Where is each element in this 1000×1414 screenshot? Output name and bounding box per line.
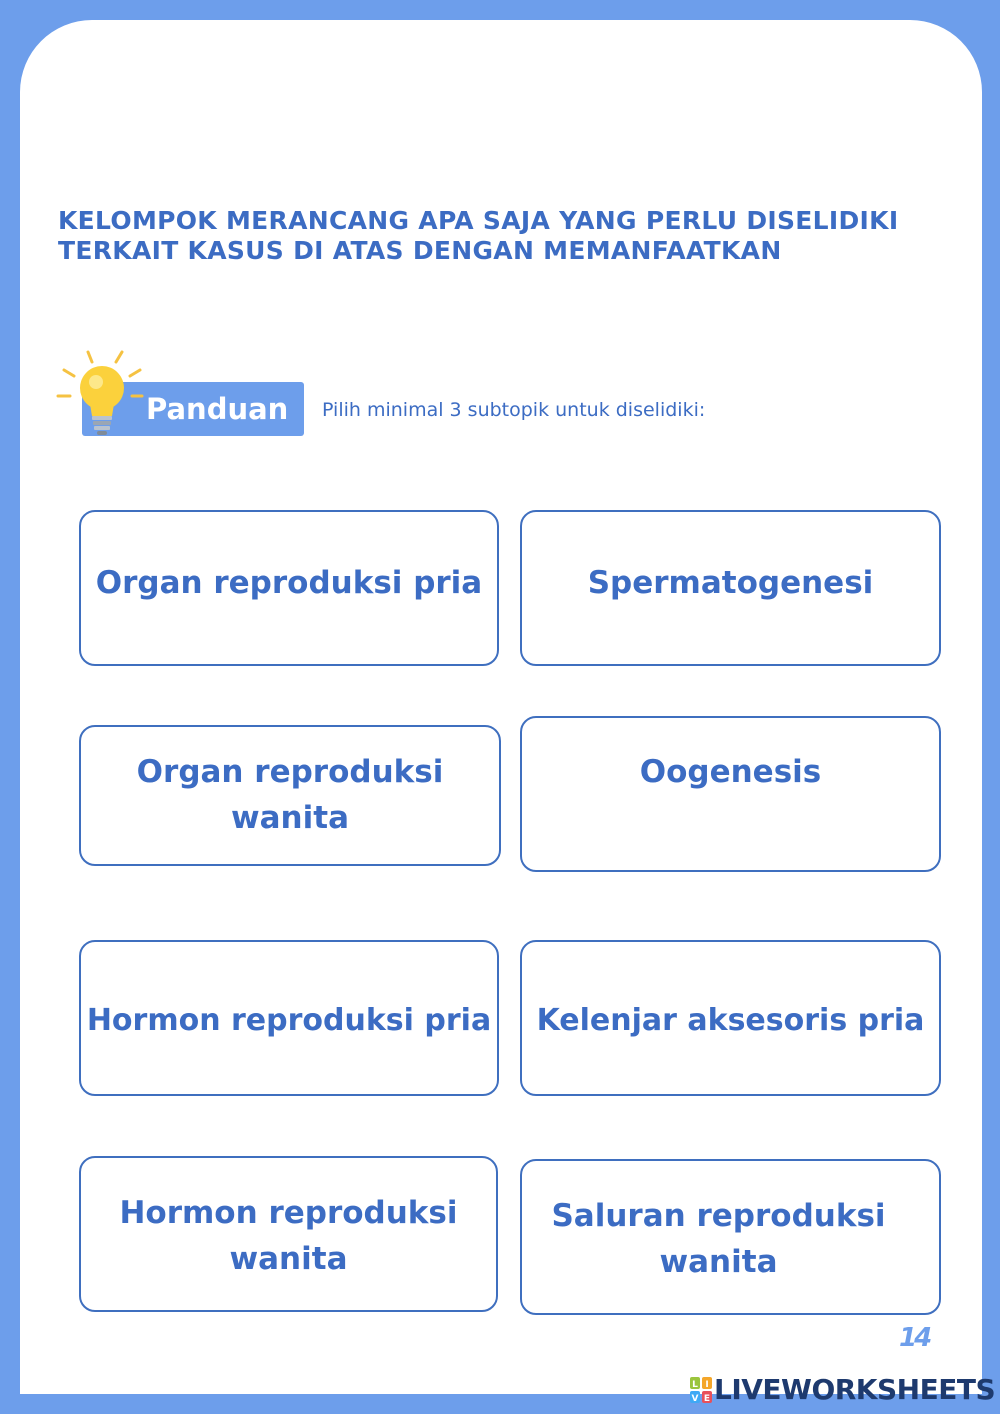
option-label: Hormon reproduksi wanita [119, 1195, 458, 1277]
liveworksheets-logo-icon [690, 1377, 712, 1403]
liveworksheets-brand[interactable] [690, 1372, 995, 1408]
option-label: Saluran reproduksi wanita [551, 1198, 886, 1280]
option-card-saluran-reproduksi-wanita[interactable] [520, 1159, 941, 1315]
option-label: Organ reproduksi wanita [136, 754, 444, 836]
svg-text:E: E [703, 1394, 711, 1403]
svg-text:I: I [705, 1380, 709, 1390]
option-card-kelenjar-aksesoris-pria[interactable] [520, 940, 941, 1096]
page-number: 14 [899, 1323, 930, 1353]
svg-text:L: L [692, 1380, 698, 1390]
option-label: Organ reproduksi pria [95, 565, 483, 601]
option-card-spermatogenesi[interactable] [520, 510, 941, 666]
option-label: Hormon reproduksi pria [86, 1003, 492, 1038]
option-card-hormon-reproduksi-wanita[interactable] [79, 1156, 498, 1312]
option-label: Kelenjar aksesoris pria [536, 1003, 925, 1038]
title-line-2: TERKAIT KASUS DI ATAS DENGAN MEMANFAATKAN [58, 236, 782, 265]
option-card-organ-reproduksi-wanita[interactable] [79, 725, 501, 866]
option-label: Spermatogenesi [587, 565, 874, 601]
svg-text:V: V [691, 1394, 699, 1403]
page-title [58, 206, 978, 266]
guide-label: Panduan [146, 392, 289, 426]
option-card-organ-reproduksi-pria[interactable] [79, 510, 499, 666]
title-line-1: KELOMPOK MERANCANG APA SAJA YANG PERLU DISELIDIKI [58, 206, 899, 235]
option-card-hormon-reproduksi-pria[interactable] [79, 940, 499, 1096]
brand-name: LIVEWORKSHEETS [714, 1373, 996, 1406]
option-card-oogenesis[interactable] [520, 716, 941, 872]
lightbulb-icon [52, 348, 144, 440]
guide-instruction: Pilih minimal 3 subtopik untuk diselidiki: [322, 399, 706, 421]
option-label: Oogenesis [639, 754, 822, 790]
